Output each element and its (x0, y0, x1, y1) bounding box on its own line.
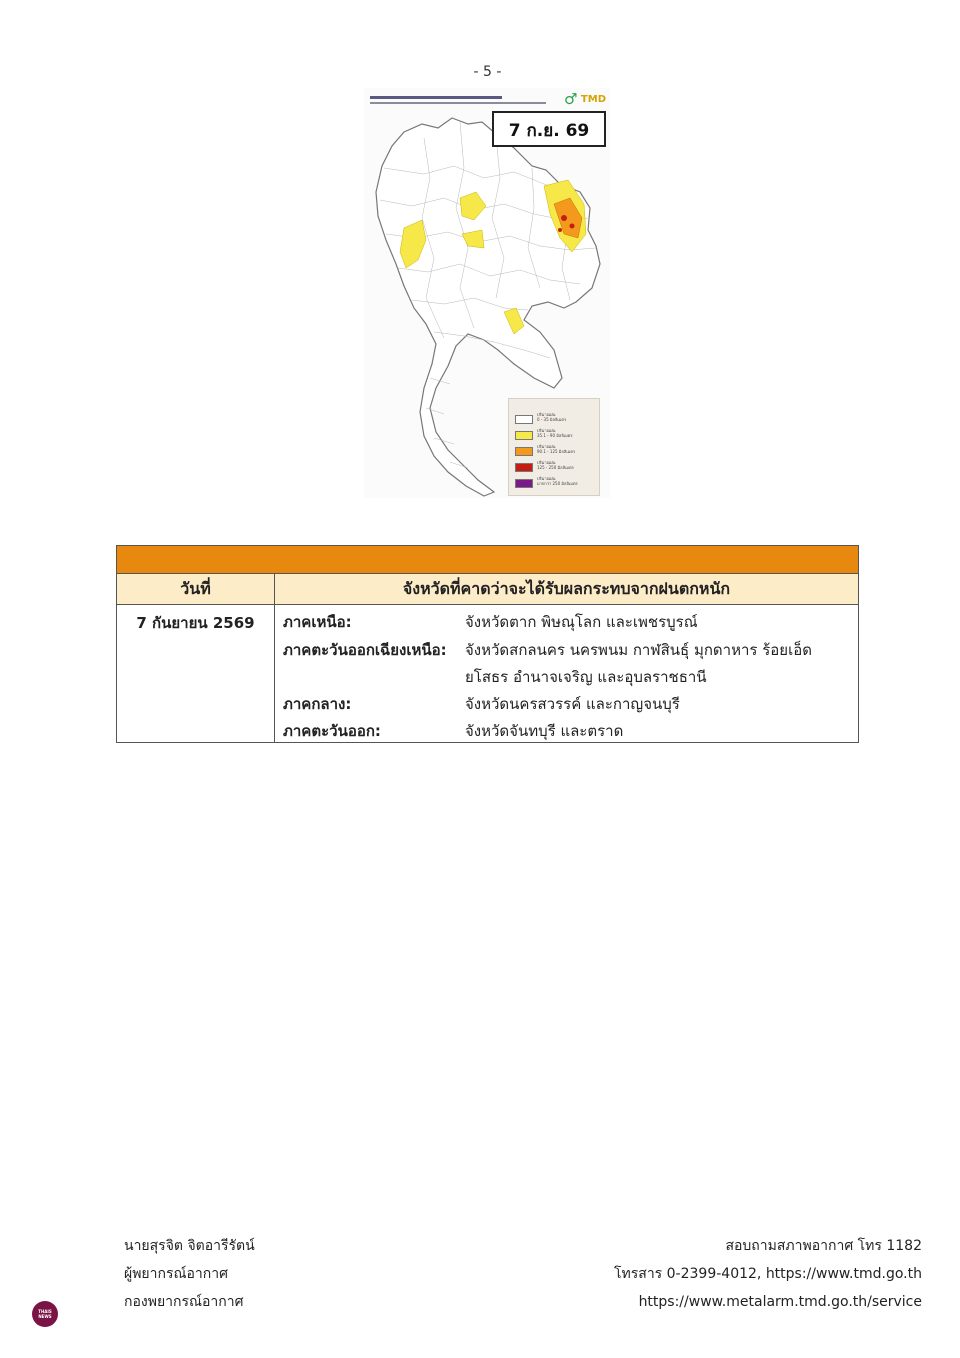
region-name: ภาคตะวันออก: (283, 722, 381, 740)
contact-fax-website[interactable]: โทรสาร 0-2399-4012, https://www.tmd.go.th (614, 1266, 922, 1282)
table-row (117, 605, 859, 743)
date-cell: 7 กันยายน 2569 (117, 605, 275, 743)
table-title-bar (117, 546, 859, 574)
table-header-row (117, 574, 859, 605)
legend-swatch (515, 415, 533, 424)
forecaster-division: กองพยากรณ์อากาศ (124, 1294, 244, 1310)
news-badge-logo: THAIS NEWS (32, 1301, 58, 1327)
legend-item: ปริมาณฝน 125 - 250 มิลลิเมตร (515, 459, 599, 474)
region-provinces: จังหวัดจันทบุรี และตราด (465, 722, 624, 740)
legend-swatch (515, 447, 533, 456)
region-name: ภาคเหนือ: (283, 613, 352, 631)
legend-swatch (515, 479, 533, 488)
legend-title (509, 401, 599, 407)
regions-cell (275, 605, 859, 743)
region-provinces: จังหวัดนครสวรรค์ และกาญจนบุรี (465, 695, 680, 713)
region-name: ภาคตะวันออกเฉียงเหนือ: (283, 641, 447, 659)
map-legend (508, 398, 600, 496)
region-provinces: จังหวัดสกลนคร นครพนม กาฬสินธุ์ มุกดาหาร ร้อยเอ็ด (465, 641, 812, 659)
rainfall-map-figure (364, 88, 610, 498)
region-provinces: ยโสธร อำนาจเจริญ และอุบลราชธานี (465, 668, 707, 686)
region-provinces: จังหวัดตาก พิษณุโลก และเพชรบูรณ์ (465, 613, 698, 631)
forecast-table (116, 545, 859, 743)
forecaster-name: นายสุรจิต จิตอารีรัตน์ (124, 1238, 255, 1254)
legend-item: ปริมาณฝน 90.1 - 125 มิลลิเมตร (515, 443, 599, 458)
map-date-label: 7 ก.ย. 69 (492, 111, 606, 147)
header-date: วันที่ (117, 574, 275, 605)
legend-item: ปริมาณฝน มากกว่า 250 มิลลิเมตร (515, 475, 599, 490)
tmd-logo-icon: ♂ (564, 90, 578, 108)
forecaster-title: ผู้พยากรณ์อากาศ (124, 1266, 228, 1282)
footer-forecaster (124, 1232, 255, 1316)
contact-service-link[interactable]: https://www.metalarm.tmd.go.th/service (638, 1294, 922, 1310)
page-number: - 5 - (473, 64, 502, 80)
legend-swatch (515, 431, 533, 440)
legend-item: ปริมาณฝน 35.1 - 90 มิลลิเมตร (515, 427, 599, 442)
legend-swatch (515, 463, 533, 472)
contact-phone: สอบถามสภาพอากาศ โทร 1182 (725, 1238, 922, 1254)
region-name: ภาคกลาง: (283, 695, 352, 713)
header-provinces: จังหวัดที่คาดว่าจะได้รับผลกระทบจากฝนตกหนัก (275, 574, 859, 605)
legend-item: ปริมาณฝน 0 - 35 มิลลิเมตร (515, 411, 599, 426)
footer-contact (614, 1232, 922, 1316)
tmd-logo: ♂ TMD (564, 90, 606, 108)
